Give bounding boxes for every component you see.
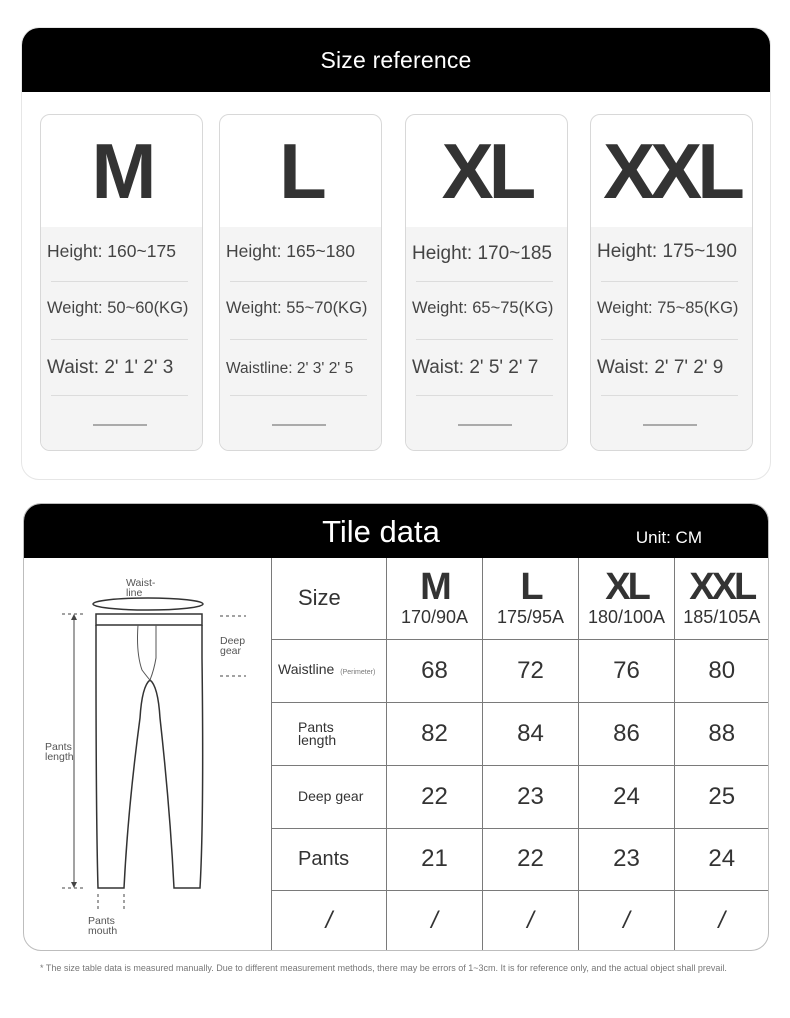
size-card-waist: Waist: 2' 7' 2' 9 — [597, 357, 724, 378]
divider — [93, 424, 147, 426]
column-header-l: L 175/95A — [483, 558, 579, 639]
divider — [416, 395, 553, 396]
table-cell: / — [387, 890, 483, 951]
table-cell: 82 — [387, 702, 483, 765]
table-cell: 25 — [675, 765, 769, 828]
size-card-height: Height: 170~185 — [412, 243, 552, 264]
tile-data-title: Tile data — [322, 514, 440, 549]
size-card-xl — [405, 114, 568, 451]
size-table — [271, 558, 769, 951]
divider — [601, 281, 738, 282]
table-cell: 86 — [579, 702, 675, 765]
divider — [601, 395, 738, 396]
column-header-xl: XL 180/100A — [579, 558, 675, 639]
divider — [601, 339, 738, 340]
table-cell: 72 — [483, 639, 579, 702]
table-cell: / — [483, 890, 579, 951]
diagram-label-pants-mouth: Pants mouth — [88, 915, 118, 937]
size-card-l — [219, 114, 382, 451]
row-label-pants-length: Pants length — [272, 702, 387, 765]
row-label-pants: Pants — [272, 828, 387, 890]
table-header-row — [272, 558, 769, 639]
divider — [230, 395, 367, 396]
table-row — [272, 639, 769, 702]
table-cell: / — [675, 890, 769, 951]
diagram-label-pants-length: Pants length — [45, 741, 74, 763]
table-cell: 76 — [579, 639, 675, 702]
size-reference-panel — [21, 27, 771, 480]
divider — [458, 424, 512, 426]
table-row — [272, 765, 769, 828]
table-cell: 24 — [675, 828, 769, 890]
table-cell: 22 — [483, 828, 579, 890]
size-card-waist: Waist: 2' 1' 2' 3 — [47, 357, 174, 378]
row-label-empty: / — [272, 890, 387, 951]
table-cell: 23 — [483, 765, 579, 828]
size-card-weight: Weight: 50~60(KG) — [47, 299, 189, 317]
size-card-label: M — [91, 126, 152, 215]
size-card-weight: Weight: 75~85(KG) — [597, 299, 739, 317]
size-card-height: Height: 165~180 — [226, 241, 355, 261]
column-header-m: M 170/90A — [387, 558, 483, 639]
table-cell: 22 — [387, 765, 483, 828]
table-cell: 80 — [675, 639, 769, 702]
size-card-weight: Weight: 65~75(KG) — [412, 299, 554, 317]
pants-diagram — [24, 558, 272, 951]
row-label-deep-gear: Deep gear — [272, 765, 387, 828]
row-label-waistline: Waistline (Perimeter) — [272, 639, 387, 702]
divider — [272, 424, 326, 426]
size-card-m — [40, 114, 203, 451]
table-row — [272, 702, 769, 765]
footnote: * The size table data is measured manually. Due to different measurement methods, there may be errors of 1~3cm. It is for reference only, and the actual object shall prevail. — [40, 963, 727, 973]
diagram-label-waist: Waist- line — [126, 577, 156, 599]
divider — [51, 339, 188, 340]
divider — [230, 281, 367, 282]
size-card-label: XL — [441, 126, 532, 215]
size-reference-title: Size reference — [22, 28, 770, 92]
table-row — [272, 828, 769, 890]
table-cell: 23 — [579, 828, 675, 890]
size-card-label: L — [279, 126, 322, 215]
size-card-label: XXL — [603, 126, 740, 215]
size-card-height: Height: 175~190 — [597, 241, 737, 262]
divider — [230, 339, 367, 340]
divider — [416, 281, 553, 282]
table-cell: 24 — [579, 765, 675, 828]
divider — [416, 339, 553, 340]
divider — [643, 424, 697, 426]
column-header-xxl: XXL 185/105A — [675, 558, 769, 639]
divider — [51, 395, 188, 396]
table-header-size: Size — [272, 558, 387, 639]
size-card-waist: Waist: 2' 5' 2' 7 — [412, 357, 539, 378]
tile-data-panel — [23, 503, 769, 951]
tile-data-header — [24, 504, 768, 558]
table-cell: 84 — [483, 702, 579, 765]
table-cell: 21 — [387, 828, 483, 890]
table-cell: 68 — [387, 639, 483, 702]
size-card-xxl — [590, 114, 753, 451]
size-card-height: Height: 160~175 — [47, 241, 176, 261]
size-card-waist: Waistline: 2' 3' 2' 5 — [226, 360, 354, 377]
unit-label: Unit: CM — [635, 528, 702, 547]
table-row — [272, 890, 769, 951]
diagram-label-deep-gear: Deep gear — [220, 635, 246, 657]
divider — [51, 281, 188, 282]
table-cell: 88 — [675, 702, 769, 765]
size-card-weight: Weight: 55~70(KG) — [226, 299, 368, 317]
table-cell: / — [579, 890, 675, 951]
